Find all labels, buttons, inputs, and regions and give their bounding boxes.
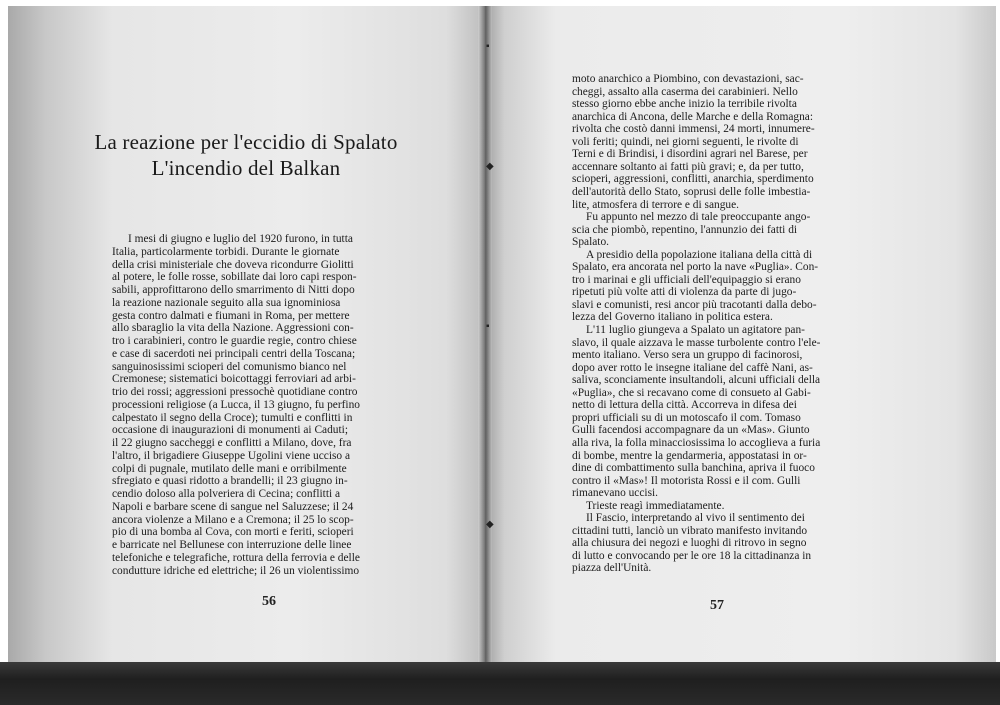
text-line: l'altro, il brigadiere Giuseppe Ugolini viene ucciso a xyxy=(112,449,351,462)
left-page-number: 56 xyxy=(262,594,276,609)
text-line: Il Fascio, interpretando al vivo il sentimento dei xyxy=(586,512,805,525)
text-line: allo sbaraglio la vita della Nazione. Aggressioni con- xyxy=(112,322,354,335)
text-line: dopo aver rotto le insegne italiane del caffè Nani, as- xyxy=(572,361,813,374)
text-line: A presidio della popolazione italiana della città di xyxy=(586,248,813,261)
text-line: stesso giorno ebbe anche inizio la terribile rivolta xyxy=(572,98,797,111)
text-line: Spalato. xyxy=(572,236,610,249)
text-line: scia che piombò, repentino, l'annunzio dei fatti di xyxy=(572,223,798,236)
text-line: cendio doloso alla polveriera di Cecina; conflitti a xyxy=(112,488,341,500)
text-line: moto anarchico a Piombino, con devastazioni, sac- xyxy=(572,73,804,85)
text-line: alla chiusura dei negozi e luoghi di ritrovo in segno xyxy=(572,537,807,550)
text-line: telefoniche e telegrafiche, rottura della ferrovia e delle xyxy=(112,551,360,564)
text-line: la reazione nazionale seguito alla sua ignominiosa xyxy=(112,296,341,309)
text-line: calpestato il segno della Croce); tumulti e conflitti in xyxy=(112,411,353,424)
text-line: gesta contro dalmati e fiumani in Roma, per mettere xyxy=(112,309,350,322)
chapter-title: La reazione per l'eccidio di Spalato xyxy=(94,130,398,154)
text-line: tro i marinai e gli ufficiali dell'equipaggio si erano xyxy=(572,273,801,286)
right-page xyxy=(484,6,996,668)
text-line: Terni e di Brindisi, i disordini agrari nel Barese, per xyxy=(572,148,808,161)
text-line: rimanevano uccisi. xyxy=(572,487,659,500)
text-line: della crisi ministeriale che doveva ricondurre Giolitti xyxy=(112,258,354,271)
scanner-edge xyxy=(0,662,1000,705)
text-line: «Puglia», che si recavano come di consueto al Gabi- xyxy=(572,386,811,399)
spine-mark: ◆ xyxy=(486,161,494,172)
text-line: trio dei rossi; aggressioni pressochè quotidiane contro xyxy=(112,386,358,398)
text-line: cheggi, assalto alla caserma dei carabinieri. Nello xyxy=(572,85,798,98)
text-line: e case di sacerdoti nei principali centri della Toscana; xyxy=(112,347,356,360)
spine-mark: ▪ xyxy=(486,41,490,52)
text-line: netto di lettura della città. Accorreva in difesa dei xyxy=(572,399,797,412)
text-line: Fu appunto nel mezzo di tale preoccupante ango- xyxy=(586,211,811,224)
text-line: il 22 giugno saccheggi e conflitti a Milano, dove, fra xyxy=(112,437,352,449)
text-line: ancora violenze a Milano e a Cremona; il 25 lo scop- xyxy=(112,513,354,526)
spine-mark: ▪ xyxy=(486,321,490,332)
chapter-subtitle: L'incendio del Balkan xyxy=(151,156,341,180)
text-line: al potere, le folle rosse, sobillate dai loro capi respon- xyxy=(112,271,357,284)
text-line: saliva, sconciamente insultandoli, alcuni ufficiali della xyxy=(572,374,821,387)
text-line: sanguinosissimi scioperi del comunismo bianco nel xyxy=(112,360,347,373)
text-line: colpi di pugnale, mutilato delle mani e orribilmente xyxy=(112,462,347,475)
text-line: Napoli e barbare scene di sangue nel Saluzzese; il 24 xyxy=(112,500,354,513)
book-gutter xyxy=(478,6,492,668)
text-line: lezza del Governo italiano in politica estera. xyxy=(572,311,773,324)
text-line: anarchica di Ancona, delle Marche e della Romagna: xyxy=(572,110,813,123)
right-page-number: 57 xyxy=(710,598,724,613)
text-line: propri ufficiali su di un motoscafo il com. Tomaso xyxy=(572,411,801,424)
text-line: Gulli facendosi accompagnare da un «Mas». Giunto xyxy=(572,424,810,437)
text-line: slavi e comunisti, resi ancor più tracotanti dalla debo- xyxy=(572,298,817,311)
left-page xyxy=(8,6,484,668)
text-line: sabili, approfittarono dello smarrimento di Nitti dopo xyxy=(112,284,355,296)
text-line: dell'autorità dello Stato, soprusi delle folle imbestia- xyxy=(572,185,811,198)
book-spread xyxy=(8,6,996,668)
spine-mark: ◆ xyxy=(486,519,494,530)
text-line: voli feriti; quindi, nei giorni seguenti, le rivolte di xyxy=(572,135,799,148)
text-line: tro i carabinieri, contro le guardie regie, contro chiese xyxy=(112,335,357,347)
text-line: occasione di inaugurazioni di monumenti ai Caduti; xyxy=(112,424,348,437)
text-line: cittadini tutti, lanciò un vibrato manifesto invitando xyxy=(572,524,808,537)
text-line: scioperi, aggressioni, conflitti, anarchia, sperdimento xyxy=(572,173,814,186)
text-line: pio di una bomba al Cova, con morti e feriti, scioperi xyxy=(112,526,354,539)
text-line: Trieste reagì immediatamente. xyxy=(586,499,725,512)
text-line: L'11 luglio giungeva a Spalato un agitatore pan- xyxy=(586,324,805,336)
text-line: lite, atmosfera di terrore e di sangue. xyxy=(572,198,739,211)
text-line: Cremonese; sistematici boicottaggi ferroviari ad arbi- xyxy=(112,373,356,386)
text-line: di bombe, mentre la gendarmeria, appostatasi in or- xyxy=(572,449,807,462)
text-line: e barricate nel Bellunese con interruzione delle linee xyxy=(112,539,352,551)
text-line: rivolta che costò danni immensi, 24 morti, innumere- xyxy=(572,123,815,136)
text-line: di lutto e convocando per le ore 18 la cittadinanza in xyxy=(572,549,812,562)
text-line: I mesi di giugno e luglio del 1920 furono, in tutta xyxy=(128,233,353,245)
text-line: Italia, particolarmente torbidi. Durante le giornate xyxy=(112,245,340,258)
text-line: alla riva, la folla minacciosissima lo accoglieva a furia xyxy=(572,436,821,449)
text-line: ripetuti più volte atti di violenza da parte di jugo- xyxy=(572,286,797,299)
text-line: piazza dell'Unità. xyxy=(572,562,652,575)
text-line: accennare soltanto ai fatti più gravi; e, da per tutto, xyxy=(572,160,804,173)
text-line: dine di combattimento sulla banchina, apriva il fuoco xyxy=(572,462,815,475)
text-line: contro il «Mas»! Il motorista Rossi e il com. Gulli xyxy=(572,474,801,487)
text-line: slavo, il quale aizzava le masse turbolente contro l'ele- xyxy=(572,336,821,349)
text-line: mento italiano. Verso sera un gruppo di facinorosi, xyxy=(572,349,803,362)
text-line: processioni religiose (a Lucca, il 13 giugno, fu perfino xyxy=(112,398,360,411)
text-line: condutture idriche ed elettriche; il 26 un violentissimo xyxy=(112,564,360,577)
text-line: Spalato, era ancorata nel porto la nave «Puglia». Con- xyxy=(572,261,819,274)
text-line: sfregiato e quasi ridotto a brandelli; il 23 giugno in- xyxy=(112,475,348,488)
